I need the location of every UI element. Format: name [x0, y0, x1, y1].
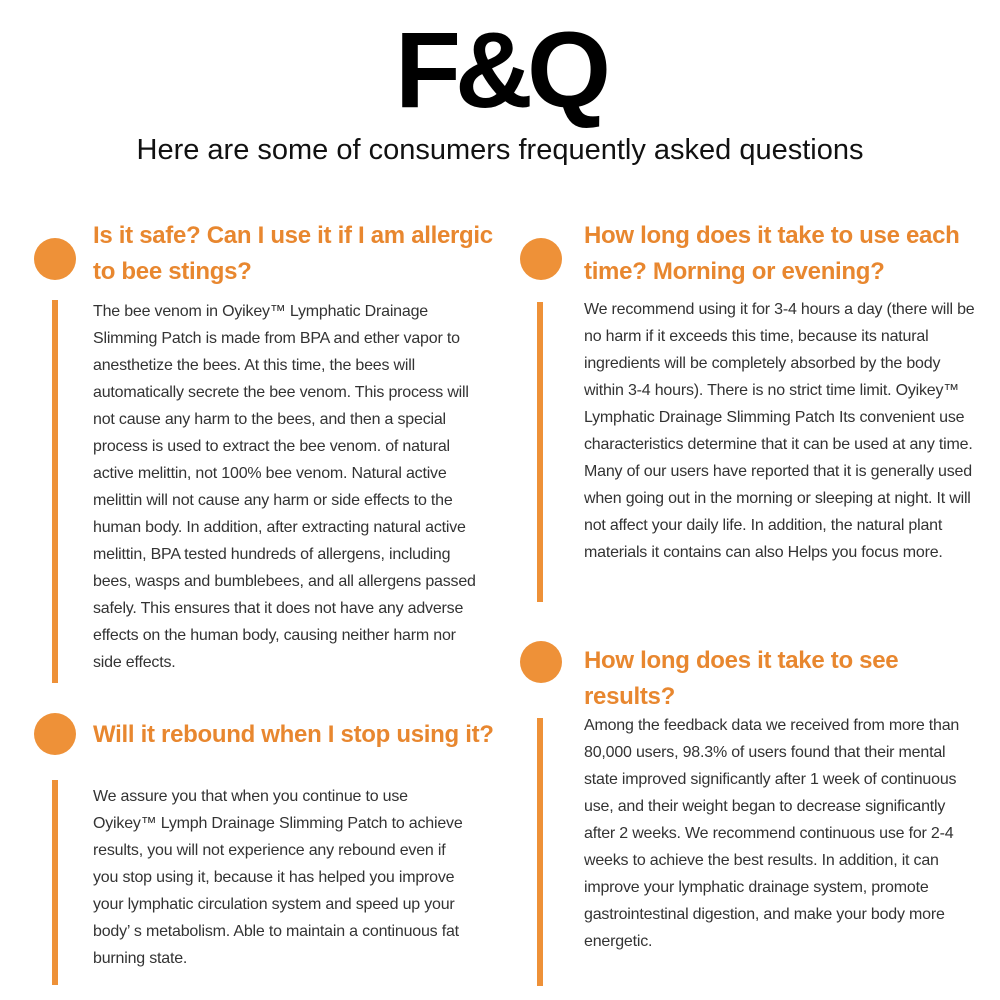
faq-question: How long does it take to see results? — [584, 647, 899, 710]
bullet-dot-icon — [34, 713, 76, 755]
bullet-dot-icon — [520, 641, 562, 683]
accent-bar — [537, 302, 543, 602]
page-subtitle: Here are some of consumers frequently asked questions — [136, 134, 864, 166]
faq-question: Will it rebound when I stop using it? — [93, 721, 494, 748]
faq-answer: Among the feedback data we received from more than 80,000 users, 98.3% of users found that their mental state improved significantly after 1 week of continuous use, and their weight began to decrease significantly after 2 weeks. We recommend continuous use for 2-4 weeks to achieve the best results. In addition, it can improve your lymphatic drainage system, promote gastrointestinal digestion, and make your body more energetic. — [584, 717, 960, 950]
accent-bar — [52, 300, 58, 683]
faq-answer: We assure you that when you continue to use Oyikey™ Lymph Drainage Slimming Patch to achieve results, you will not experience any rebound even if you stop using it, because it has helped you improve your lymphatic circulation system and speed up your body’ s metabolism. Able to maintain a continuous fat burning state. — [93, 788, 463, 967]
bullet-dot-icon — [520, 238, 562, 280]
faq-answer: The bee venom in Oyikey™ Lymphatic Drainage Slimming Patch is made from BPA and ether vapor to anesthetize the bees. At this time, the bees will automatically secrete the bee venom. This process will not cause any harm to the bees, and then a special process is used to extract the bee venom. of natural active melittin, not 100% bee venom. Natural active melittin will not cause any harm or side effects to the human body. In addition, after extracting natural active melittin, BPA tested hundreds of allergens, including bees, wasps and bumblebees, and all allergens passed safely. This ensures that it does not have any adverse effects on the human body, causing neither harm nor side effects. — [93, 303, 476, 671]
accent-bar — [537, 718, 543, 986]
faq-question: Is it safe? Can I use it if I am allergic to bee stings? — [93, 222, 493, 285]
faq-question: How long does it take to use each time? Morning or evening? — [584, 222, 960, 285]
accent-bar — [52, 780, 58, 985]
bullet-dot-icon — [34, 238, 76, 280]
page-title: F&Q — [395, 9, 605, 130]
faq-answer: We recommend using it for 3-4 hours a day (there will be no harm if it exceeds this time, because its natural ingredients will be completely absorbed by the body within 3-4 hours). There is no strict time limit. Oyikey™ Lymphatic Drainage Slimming Patch Its convenient use characteristics determine that it can be used at any time. Many of our users have reported that it is generally used when going out in the morning or sleeping at night. It will not affect your daily life. In addition, the natural plant materials it contains can also Helps you focus more. — [584, 301, 975, 561]
